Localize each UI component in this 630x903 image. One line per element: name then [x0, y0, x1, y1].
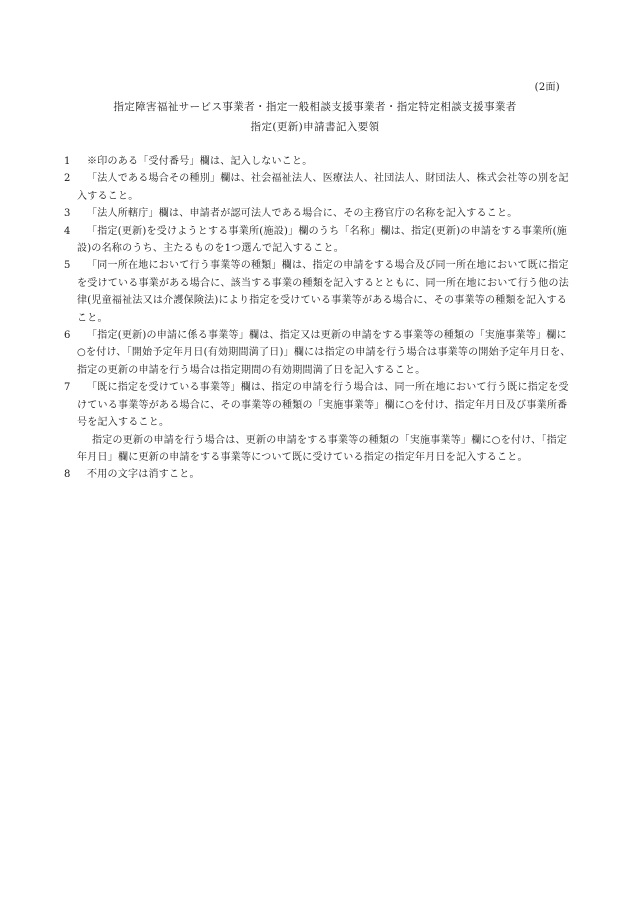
- item-number: 5: [64, 260, 71, 272]
- instruction-list: [64, 153, 574, 484]
- item-number: 8: [64, 469, 71, 481]
- instruction-item: [64, 170, 574, 205]
- item-text: 「指定(更新)の申請に係る事業等」欄は、指定又は更新の申請をする事業等の種類の「実施事業等」欄に○を付け、「開始予定年月日(有効期間満了日)」欄には指定の申請を行う場合は事業等の開始予定年月日を、指定の更新の申請を行う場合は指定期間の有効期間満了日を記入すること。: [77, 330, 571, 376]
- item-number: 1: [64, 156, 71, 167]
- instruction-item: [64, 379, 574, 466]
- item-subparagraph: 指定の更新の申請を行う場合は、更新の申請をする事業等の種類の「実施事業等」欄に○を付け、「指定年月日」欄に更新の申請をする事業等について既に受けている指定の指定年月日を記入すること。: [77, 434, 568, 463]
- item-number: 7: [64, 382, 71, 394]
- instruction-item: [64, 257, 574, 327]
- item-text: ※印のある「受付番号」欄は、記入しないこと。: [87, 156, 313, 167]
- instruction-item: [64, 223, 574, 258]
- item-number: 3: [64, 208, 71, 220]
- item-number: 2: [64, 173, 71, 185]
- item-text: 「法人である場合その種別」欄は、社会福祉法人、医療法人、社団法人、財団法人、株式会社等の別を記入すること。: [77, 173, 569, 202]
- instruction-item: [64, 205, 574, 222]
- document-subtitle: 指定(更新)申請書記入要領: [250, 121, 380, 133]
- document-title: 指定障害福祉サービス事業者・指定一般相談支援事業者・指定特定相談支援事業者: [113, 101, 517, 113]
- instruction-item: [64, 327, 574, 379]
- item-text: 「指定(更新)を受けようとする事業所(施設)」欄のうち「名称」欄は、指定(更新)の申請をする事業所(施設)の名称のうち、主たるものを1つ選んで記入すること。: [77, 225, 568, 255]
- item-text: 「既に指定を受けている事業等」欄は、指定の申請を行う場合は、同一所在地において行う既に指定を受けている事業等がある場合に、その事業等の種類の「実施事業等」欄に○を付け、指定年月日及び事業所番号を記入すること。: [77, 382, 569, 429]
- page-number-label: (2面): [534, 82, 560, 93]
- item-number: 6: [64, 330, 71, 342]
- item-text: 「法人所轄庁」欄は、申請者が認可法人である場合に、その主務官庁の名称を記入すること。: [87, 208, 518, 220]
- instruction-item: [64, 153, 574, 170]
- item-text: 「同一所在地において行う事業等の種類」欄は、指定の申請をする場合及び同一所在地において既に指定を受けている事業がある場合に、該当する事業の種類を記入するとともに、同一所在地において行う他の法律(児童福祉法又は介護保険法)により指定を受けている事業等がある場合に、その事業等の種類を記入すること。: [77, 260, 569, 324]
- item-text: 不用の文字は消すこと。: [87, 469, 200, 481]
- instruction-item: [64, 466, 574, 483]
- item-number: 4: [64, 225, 71, 237]
